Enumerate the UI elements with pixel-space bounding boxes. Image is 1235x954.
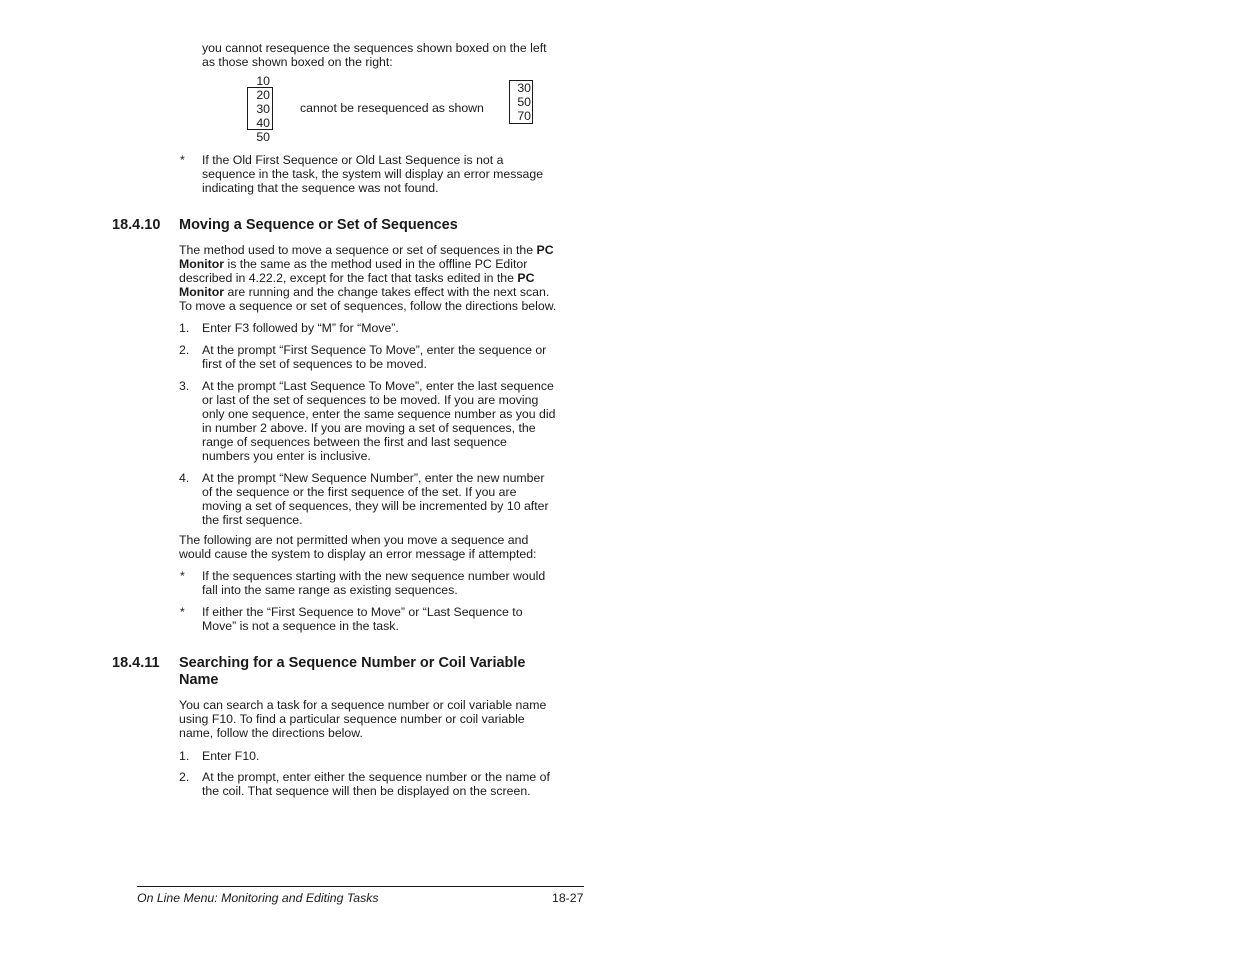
sequence-number: 70 xyxy=(517,109,531,123)
text-line: using F10. To find a particular sequence number or coil variable xyxy=(179,712,525,726)
bold-term: Monitor xyxy=(179,285,225,299)
text-line: indicating that the sequence was not found. xyxy=(202,181,439,195)
step-number: 4. xyxy=(179,471,190,485)
step-number: 3. xyxy=(179,379,190,393)
text-line: you cannot resequence the sequences shown boxed on the left xyxy=(202,41,547,55)
text-line: Enter F10. xyxy=(202,749,260,763)
text-line: You can search a task for a sequence number or coil variable name xyxy=(179,698,547,712)
diagram-caption: cannot be resequenced as shown xyxy=(300,101,484,115)
text-line: the first sequence. xyxy=(202,513,303,527)
section-number: 18.4.10 xyxy=(112,217,161,233)
step-text xyxy=(202,770,550,798)
step-text xyxy=(202,471,549,527)
section-title-line: Searching for a Sequence Number or Coil Variable xyxy=(179,655,526,671)
text-line: as those shown boxed on the right: xyxy=(202,55,393,69)
sequence-number: 10 xyxy=(256,74,270,88)
bold-term: PC xyxy=(536,243,554,257)
right-sequence-list xyxy=(510,81,531,123)
text-line: If either the “First Sequence to Move” or “Last Sequence to xyxy=(202,605,523,619)
text-run: are running and the change takes effect with the next scan. xyxy=(224,285,550,299)
step-number: 2. xyxy=(179,343,190,357)
intro-paragraph xyxy=(202,41,547,69)
text-line: range of sequences between the first and last sequence xyxy=(202,435,507,449)
text-line: name, follow the directions below. xyxy=(179,726,363,740)
bullet-text xyxy=(202,153,543,195)
left-sequence-list xyxy=(248,74,270,144)
sequence-number: 30 xyxy=(517,81,531,95)
step-text xyxy=(202,379,555,463)
bullet-marker: * xyxy=(180,153,185,167)
search-intro-paragraph xyxy=(179,698,546,740)
section-number: 18.4.11 xyxy=(112,655,160,671)
text-line: numbers you enter is inclusive. xyxy=(202,449,371,463)
move-intro-paragraph xyxy=(179,243,556,313)
text-line: in number 2 above. If you are moving a set of sequences, the xyxy=(202,421,536,435)
sequence-number: 50 xyxy=(517,95,531,109)
text-line: first of the set of sequences to be moved. xyxy=(202,357,427,371)
section-heading-search xyxy=(112,655,612,691)
text-line xyxy=(179,271,556,285)
bullet-text xyxy=(202,569,545,597)
text-line: At the prompt “New Sequence Number”, enter the new number xyxy=(202,471,545,485)
text-line: sequence in the task, the system will display an error message xyxy=(202,167,544,181)
text-line: fall into the same range as existing sequences. xyxy=(202,583,458,597)
text-line: At the prompt, enter either the sequence number or the name of xyxy=(202,770,550,784)
text-line: would cause the system to display an error message if attempted: xyxy=(179,547,537,561)
section-title-line: Name xyxy=(179,672,219,688)
bold-term: Monitor xyxy=(179,257,225,271)
text-line xyxy=(179,257,556,271)
footer-rule xyxy=(137,886,584,887)
text-line: If the Old First Sequence or Old Last Sequence is not a xyxy=(202,153,504,167)
footer-chapter-title: On Line Menu: Monitoring and Editing Tasks xyxy=(137,891,379,905)
step-text xyxy=(202,343,546,371)
bullet-text xyxy=(202,605,523,633)
text-run: described in 4.22.2, except for the fact that tasks edited in the xyxy=(179,271,518,285)
text-line: Enter F3 followed by “M” for “Move”. xyxy=(202,321,399,335)
text-line: If the sequences starting with the new sequence number would xyxy=(202,569,546,583)
text-line xyxy=(179,285,556,299)
bold-term: PC xyxy=(517,271,535,285)
section-title: Moving a Sequence or Set of Sequences xyxy=(179,217,458,233)
text-line: of the sequence or the first sequence of the set. If you are xyxy=(202,485,517,499)
not-permitted-paragraph xyxy=(179,533,536,561)
section-heading-move xyxy=(112,217,612,235)
text-run: The method used to move a sequence or set of sequences in the xyxy=(179,243,537,257)
text-line xyxy=(179,243,556,257)
text-line: only one sequence, enter the same sequence number as you did xyxy=(202,407,556,421)
text-line: Move” is not a sequence in the task. xyxy=(202,619,399,633)
step-number: 1. xyxy=(179,749,190,763)
step-number: 2. xyxy=(179,770,190,784)
sequence-number: 30 xyxy=(256,102,270,116)
step-text xyxy=(202,749,259,763)
text-line: At the prompt “First Sequence To Move”, enter the sequence or xyxy=(202,343,547,357)
text-line: moving a set of sequences, they will be incremented by 10 after xyxy=(202,499,549,513)
sequence-number: 20 xyxy=(256,88,270,102)
text-run: is the same as the method used in the offline PC Editor xyxy=(224,257,528,271)
step-number: 1. xyxy=(179,321,190,335)
step-text xyxy=(202,321,399,335)
bullet-marker: * xyxy=(180,569,185,583)
bullet-marker: * xyxy=(180,605,185,619)
text-line: At the prompt “Last Sequence To Move”, enter the last sequence xyxy=(202,379,554,393)
text-line: To move a sequence or set of sequences, follow the directions below. xyxy=(179,299,557,313)
text-line: the coil. That sequence will then be displayed on the screen. xyxy=(202,784,531,798)
sequence-number: 50 xyxy=(256,130,270,144)
sequence-number: 40 xyxy=(256,116,270,130)
text-line: The following are not permitted when you move a sequence and xyxy=(179,533,529,547)
page-number: 18-27 xyxy=(552,891,584,905)
text-line: or last of the set of sequences to be moved. If you are moving xyxy=(202,393,539,407)
